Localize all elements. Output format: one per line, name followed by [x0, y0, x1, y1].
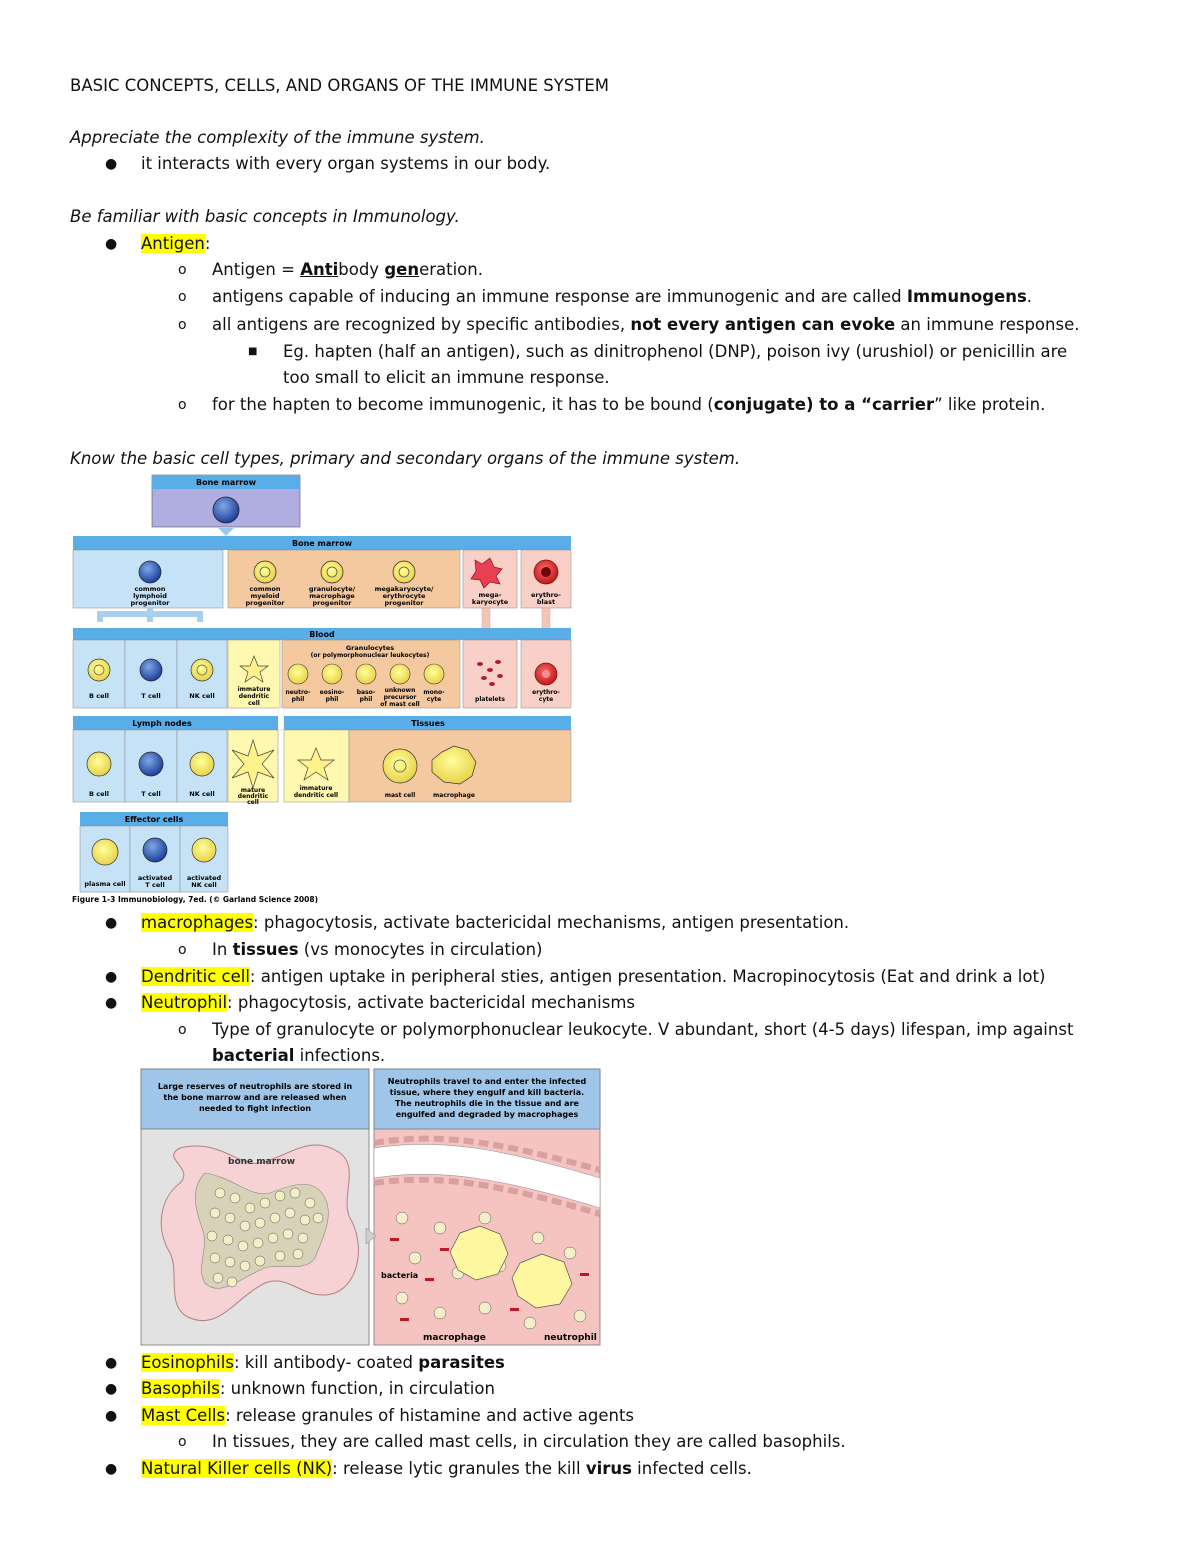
right-header-1: Neutrophils travel to and enter the infected — [387, 1077, 587, 1086]
right-header-3: The neutrophils die in the tissue and are — [395, 1099, 579, 1108]
mature-dc-label-2: dendritic — [237, 793, 269, 800]
text: : release lytic granules the kill — [332, 1459, 586, 1478]
colon-text: : — [204, 234, 211, 253]
highlight-neutrophil: Neutrophil — [141, 993, 228, 1012]
mature-dc-label-1: mature — [240, 787, 266, 794]
text: : release granules of histamine and active agents — [225, 1406, 635, 1425]
mast-precursor-cell — [390, 664, 410, 684]
list-item-nk-cells — [141, 1458, 752, 1480]
bullet-icon: ● — [105, 969, 118, 985]
eosino-label-1: eosino- — [319, 689, 345, 696]
circle-bullet-icon: o — [178, 1022, 187, 1038]
circle-bullet-icon: o — [178, 1434, 187, 1450]
mono-label-1: mono- — [423, 689, 445, 696]
top-bone-marrow-label: Bone marrow — [195, 478, 257, 487]
mature-dc-label-3: cell — [247, 799, 259, 806]
ery-label-2: blast — [536, 598, 556, 606]
text: (vs monocytes in circulation) — [298, 940, 543, 959]
mep-label-1: megakaryocyte/ — [374, 585, 434, 593]
act-nk-cell — [192, 838, 216, 862]
bullet-icon: ● — [105, 1381, 118, 1397]
act-nk-label-1: activated — [186, 874, 222, 882]
cmp-label-3: progenitor — [245, 599, 285, 607]
clp-label-3: progenitor — [130, 599, 170, 607]
neutrophil-cell — [288, 664, 308, 684]
text: eration. — [419, 260, 483, 279]
bullet-icon: ● — [105, 1461, 118, 1477]
neutrophil-figure — [140, 1068, 602, 1346]
clp-label-1: common — [134, 585, 166, 593]
circle-bullet-icon: o — [178, 397, 187, 413]
text: all antigens are recognized by specific antibodies, — [212, 315, 631, 334]
bullet-icon: ● — [105, 1408, 118, 1424]
bold-text: Anti — [300, 260, 339, 279]
text: antigens capable of inducing an immune response are immunogenic and are called — [212, 287, 907, 306]
effector-label: Effector cells — [124, 815, 184, 824]
left-header-1: Large reserves of neutrophils are stored in — [157, 1082, 353, 1091]
monocyte-cell — [424, 664, 444, 684]
macrophage-label: macrophage — [433, 792, 475, 799]
bold-text: virus — [585, 1459, 632, 1478]
bold-text: tissues — [232, 940, 299, 959]
bullet-icon: ● — [105, 156, 118, 172]
left-header-3: needed to fight infection — [198, 1104, 312, 1113]
text: body — [338, 260, 385, 279]
baso-label-1: baso- — [356, 689, 376, 696]
circle-bullet-icon: o — [178, 942, 187, 958]
plasma-label: plasma cell — [84, 880, 126, 888]
act-t-label-2: T cell — [145, 881, 165, 889]
unknown-label-3: of mast cell — [380, 701, 420, 708]
text: an immune response. — [895, 315, 1080, 334]
bullet-icon: ● — [105, 915, 118, 931]
clp-cell — [139, 561, 161, 583]
section-heading-concepts: Be familiar with basic concepts in Immunology. — [70, 207, 460, 226]
list-item — [212, 286, 1032, 308]
act-nk-label-2: NK cell — [191, 881, 217, 889]
left-header-2: the bone marrow and are released when — [163, 1093, 347, 1102]
blood-label: Blood — [309, 630, 335, 639]
list-item: In tissues, they are called mast cells, in circulation they are called basophils. — [212, 1432, 846, 1451]
tissues-label: Tissues — [411, 719, 445, 728]
text: : phagocytosis, activate bactericidal mechanisms — [227, 993, 635, 1012]
circle-bullet-icon: o — [178, 262, 187, 278]
bold-text: Immunogens — [906, 287, 1027, 306]
eosino-label-2: phil — [325, 696, 339, 703]
circle-bullet-icon: o — [178, 317, 187, 333]
neutro-label-2: phil — [291, 696, 305, 703]
tissue-dc-label-1: immature — [299, 785, 333, 792]
tissue-dc-label-2: dendritic cell — [293, 792, 339, 799]
gmp-cell — [321, 561, 343, 583]
mep-label-3: progenitor — [384, 599, 424, 607]
bold-text: not every antigen can evoke — [630, 315, 896, 334]
erythro-label-2: cyte — [538, 696, 554, 703]
gmp-label-3: progenitor — [312, 599, 352, 607]
text: Antigen = — [212, 260, 301, 279]
highlight-dendritic: Dendritic cell — [141, 967, 250, 986]
neutrophil-label: neutrophil — [544, 1333, 597, 1343]
dc-arrow — [278, 708, 284, 730]
list-item-macrophages — [141, 912, 849, 934]
page-title: BASIC CONCEPTS, CELLS, AND ORGANS OF THE IMMUNE SYSTEM — [70, 76, 610, 95]
ln-b-label: B cell — [89, 790, 109, 798]
imm-dc-label-2: dendritic — [238, 693, 270, 700]
list-item-dendritic — [141, 966, 1045, 988]
highlight-basophils: Basophils — [141, 1379, 220, 1398]
figure-caption: Figure 1-3 Immunobiology, 7ed. (© Garland Science 2008) — [72, 895, 318, 904]
blood-t-cell-label: T cell — [141, 692, 161, 700]
basophil-cell — [356, 664, 376, 684]
highlight-eosinophils: Eosinophils — [141, 1353, 234, 1372]
lymph-nodes-label: Lymph nodes — [132, 719, 192, 728]
highlight-antigen: Antigen — [141, 234, 205, 253]
bold-text: gen — [384, 260, 420, 279]
neutro-label-1: neutro- — [285, 689, 311, 696]
cmp-label-2: myeloid — [250, 592, 280, 600]
list-item-eosinophils — [141, 1352, 505, 1374]
text: : unknown function, in circulation — [219, 1379, 495, 1398]
text: : antigen uptake in peripheral sties, antigen presentation. Macropinocytosis (Eat and drink a lot) — [249, 967, 1046, 986]
mast-label: mast cell — [384, 792, 416, 799]
mega-label-2: karyocyte — [471, 598, 509, 606]
hematopoiesis-figure — [70, 472, 574, 908]
highlight-nk-cells: Natural Killer cells (NK) — [141, 1459, 333, 1478]
list-item: it interacts with every organ systems in our body. — [141, 154, 551, 173]
bullet-icon: ● — [105, 995, 118, 1011]
text: infections. — [294, 1046, 386, 1065]
text: : kill antibody- coated — [233, 1353, 419, 1372]
ln-t-cell — [139, 752, 163, 776]
text: : phagocytosis, activate bactericidal mechanisms, antigen presentation. — [253, 913, 850, 932]
act-t-label-1: activated — [137, 874, 173, 882]
ln-nk-label: NK cell — [189, 790, 215, 798]
arrow-icon — [218, 528, 234, 536]
square-bullet-icon: ■ — [248, 346, 258, 357]
bone-marrow-label: bone marrow — [228, 1157, 296, 1167]
highlight-mast-cells: Mast Cells — [141, 1406, 226, 1425]
ln-nk-cell — [190, 752, 214, 776]
mega-label-1: mega- — [478, 591, 502, 599]
right-header-4: engulfed and degraded by macrophages — [395, 1110, 579, 1119]
bold-text: bacterial — [212, 1046, 295, 1065]
clp-label-2: lymphoid — [133, 592, 167, 600]
unknown-label-1: unknown — [384, 687, 416, 694]
cmp-label-1: common — [249, 585, 281, 593]
gmp-label-1: granulocyte/ — [308, 585, 356, 593]
imm-dc-label-3: cell — [248, 700, 260, 707]
ln-b-cell — [87, 752, 111, 776]
platelets-label: platelets — [475, 696, 505, 703]
text: . — [1026, 287, 1033, 306]
text: for the hapten to become immunogenic, it has to be bound ( — [212, 395, 714, 414]
mono-label-2: cyte — [426, 696, 442, 703]
blood-nk-cell — [191, 659, 213, 681]
section-heading-complexity: Appreciate the complexity of the immune system. — [70, 128, 485, 147]
list-item-continued: too small to elicit an immune response. — [283, 368, 610, 387]
list-item-continued — [212, 1045, 385, 1067]
list-item — [212, 939, 542, 961]
list-item-mast-cells — [141, 1405, 634, 1427]
text: ” like protein. — [934, 395, 1046, 414]
section-heading-cell-types: Know the basic cell types, primary and secondary organs of the immune system. — [70, 449, 741, 468]
list-item: Eg. hapten (half an antigen), such as dinitrophenol (DNP), poison ivy (urushiol) or penicillin are — [283, 342, 1068, 361]
right-header-2: tissue, where they engulf and kill bacteria. — [389, 1088, 585, 1097]
blood-t-cell — [140, 659, 162, 681]
text: infected cells. — [631, 1459, 752, 1478]
list-item — [212, 394, 1045, 416]
mep-label-2: erythrocyte — [382, 592, 426, 600]
bone-marrow-label: Bone marrow — [291, 539, 353, 548]
mast-cell — [383, 749, 417, 783]
ery-label-1: erythro- — [531, 591, 561, 599]
list-item — [212, 314, 1079, 336]
gran-header-2: (or polymorphonuclear leukocytes) — [310, 652, 430, 659]
blood-b-cell — [88, 659, 110, 681]
blood-b-cell-label: B cell — [89, 692, 109, 700]
ln-t-label: T cell — [141, 790, 161, 798]
bacteria-label: bacteria — [381, 1271, 419, 1280]
bold-text: parasites — [418, 1353, 505, 1372]
macrophage-label: macrophage — [423, 1333, 486, 1343]
act-t-cell — [143, 838, 167, 862]
cmp-cell — [254, 561, 276, 583]
bullet-icon: ● — [105, 1355, 118, 1371]
baso-label-2: phil — [359, 696, 373, 703]
list-item-antigen — [141, 233, 210, 255]
highlight-macrophages: macrophages — [141, 913, 254, 932]
list-item-neutrophil — [141, 992, 635, 1014]
plasma-cell — [92, 839, 118, 865]
gmp-label-2: macrophage — [309, 592, 355, 600]
erythrocyte-center — [542, 670, 550, 678]
list-item: Type of granulocyte or polymorphonuclear leukocyte. V abundant, short (4-5 days) lifespan, imp against — [212, 1020, 1074, 1039]
imm-dc-label-1: immature — [237, 686, 271, 693]
bullet-icon: ● — [105, 236, 118, 252]
circle-bullet-icon: o — [178, 289, 187, 305]
list-item-basophils — [141, 1378, 495, 1400]
gran-header-1: Granulocytes — [345, 644, 395, 652]
list-item — [212, 259, 483, 281]
unknown-label-2: precursor — [383, 694, 417, 701]
bold-text: conjugate) to a “carrier — [713, 395, 935, 414]
erythro-label-1: erythro- — [532, 689, 560, 696]
erythroblast-nucleus — [541, 567, 551, 577]
stem-cell — [213, 497, 239, 523]
lymphoid-arrows — [100, 608, 200, 622]
eosinophil-cell — [322, 664, 342, 684]
blood-nk-cell-label: NK cell — [189, 692, 215, 700]
mep-cell — [393, 561, 415, 583]
text: In — [212, 940, 233, 959]
